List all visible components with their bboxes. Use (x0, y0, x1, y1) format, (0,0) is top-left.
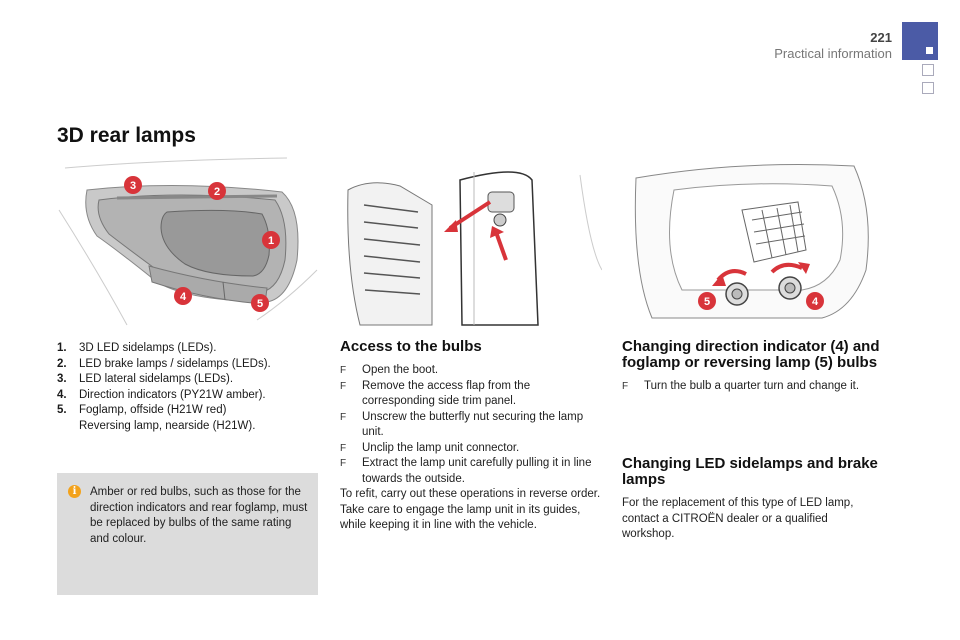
chapter-tab-marker (926, 47, 933, 54)
changing-led-section (622, 456, 882, 543)
chapter-tab (902, 22, 938, 60)
access-heading: Access to the bulbs (340, 338, 482, 355)
list-item: F Remove the access flap from the corresponding side trim panel. (340, 379, 531, 407)
callout-5 (251, 294, 269, 312)
list-item: 2. LED brake lamps / sidelamps (LEDs). (57, 357, 271, 370)
rear-lamp-illustration (57, 150, 319, 330)
callout-4-bulb (806, 292, 824, 310)
list-item: 4. Direction indicators (PY21W amber). (57, 388, 266, 401)
access-flap-illustration (340, 150, 602, 330)
list-item: F Open the boot. (340, 364, 439, 376)
svg-text:5: 5 (256, 298, 264, 310)
info-icon: i (68, 485, 81, 498)
info-text: Amber or red bulbs, such as those for the direction indicators and rear foglamp, must be replaced by bulbs of the same rating and colour. (90, 486, 308, 545)
list-item: 1. 3D LED sidelamps (LEDs). (57, 342, 217, 354)
chapter-tab-empty-1 (922, 64, 934, 76)
lamp-list (57, 341, 332, 434)
chapter-tab-empty-2 (922, 82, 934, 94)
svg-text:4: 4 (811, 296, 819, 308)
list-item: F Unscrew the butterfly nut securing the lamp unit. (340, 410, 584, 438)
page-number: 221 (870, 30, 892, 45)
page-title: 3D rear lamps (57, 124, 196, 147)
svg-text:3: 3 (129, 180, 137, 192)
callout-4 (174, 287, 192, 305)
list-item: F Extract the lamp unit carefully pulling it in line towards the outside. (340, 457, 592, 485)
info-box (57, 473, 318, 595)
list-item: Reversing lamp, nearside (H21W). (79, 419, 256, 432)
changing-indicator-section (622, 339, 887, 395)
changing-indicator-heading: Changing direction indicator (4) and foglamp or reversing lamp (5) bulbs (622, 338, 880, 371)
section-name: Practical information (774, 46, 892, 61)
svg-text:4: 4 (179, 291, 187, 303)
bulb-holder-illustration (622, 150, 884, 330)
access-section (340, 339, 602, 534)
callout-1 (262, 231, 280, 249)
care-text: Take care to engage the lamp unit in its guides, while keeping it in line with the vehicle. (340, 503, 581, 531)
callout-2 (208, 182, 226, 200)
list-item: F Unclip the lamp unit connector. (340, 441, 520, 454)
svg-text:5: 5 (703, 296, 711, 308)
callout-3 (124, 176, 142, 194)
changing-led-text: For the replacement of this type of LED lamp, contact a CITROËN dealer or a qualified workshop. (622, 497, 854, 540)
svg-text:1: 1 (267, 235, 275, 247)
changing-led-heading: Changing LED sidelamps and brake lamps (622, 455, 878, 488)
refit-text: To refit, carry out these operations in reverse order. (340, 488, 601, 500)
list-item: 3. LED lateral sidelamps (LEDs). (57, 373, 234, 385)
svg-text:2: 2 (213, 186, 221, 198)
list-item: F Turn the bulb a quarter turn and change it. (622, 380, 860, 392)
list-item: 5. Foglamp, offside (H21W red) (57, 404, 227, 416)
callout-5-bulb (698, 292, 716, 310)
